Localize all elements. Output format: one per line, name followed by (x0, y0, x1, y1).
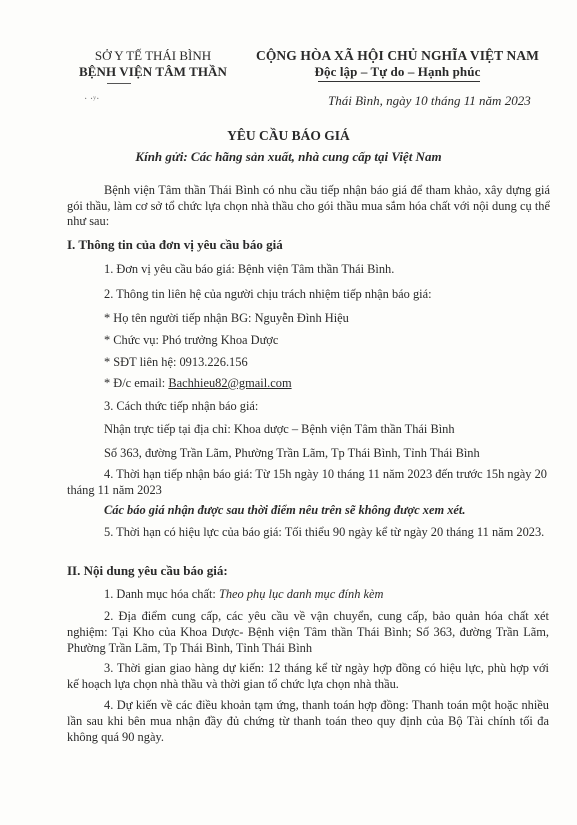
contact-phone: * SĐT liên hệ: 0913.226.156 (104, 355, 248, 369)
section-2-item-1-label: 1. Danh mục hóa chất: (104, 587, 219, 601)
section-2-heading: II. Nội dung yêu cầu báo giá: (67, 563, 228, 578)
hospital-name: BỆNH VIỆN TÂM THẦN (78, 64, 228, 79)
receive-direct-line: Nhận trực tiếp tại địa chỉ: Khoa dược – Bệnh viện Tâm thần Thái Bình (104, 422, 455, 436)
section-1-heading: I. Thông tin của đơn vị yêu cầu báo giá (67, 237, 283, 252)
intro-paragraph: Bệnh viện Tâm thần Thái Bình có nhu cầu tiếp nhận báo giá để tham khảo, xây dựng giá gói thầu, làm cơ sở tổ chức lựa chọn nhà thầu cho gói thầu mua sắm hóa chất với nội dung cụ thể như sau: (67, 183, 550, 228)
section-1-item-2: 2. Thông tin liên hệ của người chịu trách nhiệm tiếp nhận báo giá: (104, 287, 432, 301)
header-left-underline (107, 83, 131, 84)
section-1-item-5: 5. Thời hạn có hiệu lực của báo giá: Tối thiểu 90 ngày kể từ ngày 20 tháng 11 năm 2023. (104, 525, 545, 539)
recipient-line: Kính gửi: Các hãng sản xuất, nhà cung cấp tại Việt Nam (135, 149, 442, 164)
contact-name: * Họ tên người tiếp nhận BG: Nguyễn Đình Hiệu (104, 311, 349, 325)
document-title: YÊU CẦU BÁO GIÁ (227, 128, 350, 143)
header-right (240, 47, 555, 80)
header-left (58, 48, 248, 80)
motto: Độc lập – Tự do – Hạnh phúc (314, 64, 481, 79)
contact-email-link[interactable]: Bachhieu82@gmail.com (168, 376, 292, 390)
deadline-note: Các báo giá nhận được sau thời điểm nêu trên sẽ không được xem xét. (104, 503, 466, 517)
scan-mark: · ·ʸ· (84, 94, 100, 105)
receive-address-line: Số 363, đường Trần Lãm, Phường Trần Lãm, Tp Thái Bình, Tỉnh Thái Bình (104, 446, 480, 460)
contact-position: * Chức vụ: Phó trưởng Khoa Dược (104, 333, 279, 347)
section-1-item-3: 3. Cách thức tiếp nhận báo giá: (104, 399, 259, 413)
contact-email-row (104, 376, 292, 391)
contact-email-label: * Đ/c email: (104, 376, 169, 390)
section-1-item-1: 1. Đơn vị yêu cầu báo giá: Bệnh viện Tâm thần Thái Bình. (104, 262, 395, 276)
document-date: Thái Bình, ngày 10 tháng 11 năm 2023 (328, 93, 531, 108)
department-name: SỞ Y TẾ THÁI BÌNH (94, 48, 212, 63)
section-2-item-1-value: Theo phụ lục danh mục đính kèm (218, 587, 384, 601)
section-2-item-3: 3. Thời gian giao hàng dự kiến: 12 tháng kể từ ngày hợp đồng có hiệu lực, phù hợp với kế hoạch lựa chọn nhà thầu và thời gian tổ chức lựa chọn nhà thầu. (67, 661, 549, 691)
section-2-item-4: 4. Dự kiến về các điều khoản tạm ứng, thanh toán hợp đồng: Thanh toán một hoặc nhiều lần sau khi bên mua nhận đầy đủ chứng từ thanh toán theo quy định của Bộ Tài chính tối đa không quá 90 ngày. (67, 698, 549, 744)
motto-underline (318, 81, 480, 82)
section-2-item-1 (104, 587, 383, 602)
section-2-item-2: 2. Địa điểm cung cấp, các yêu cầu về vận chuyển, cung cấp, bảo quản hóa chất xét nghiệm: Tại Kho của Khoa Dược- Bệnh viện Tâm thần Thái Bình; Số 363, đường Trần Lãm, Phường Trần Lãm, Tp Thái Bình, Tỉnh Thái Bình (67, 609, 549, 655)
country-name: CỘNG HÒA XÃ HỘI CHỦ NGHĨA VIỆT NAM (255, 48, 540, 63)
section-1-item-4: 4. Thời hạn tiếp nhận báo giá: Từ 15h ngày 10 tháng 11 năm 2023 đến trước 15h ngày 20 tháng 11 năm 2023 (67, 467, 547, 497)
